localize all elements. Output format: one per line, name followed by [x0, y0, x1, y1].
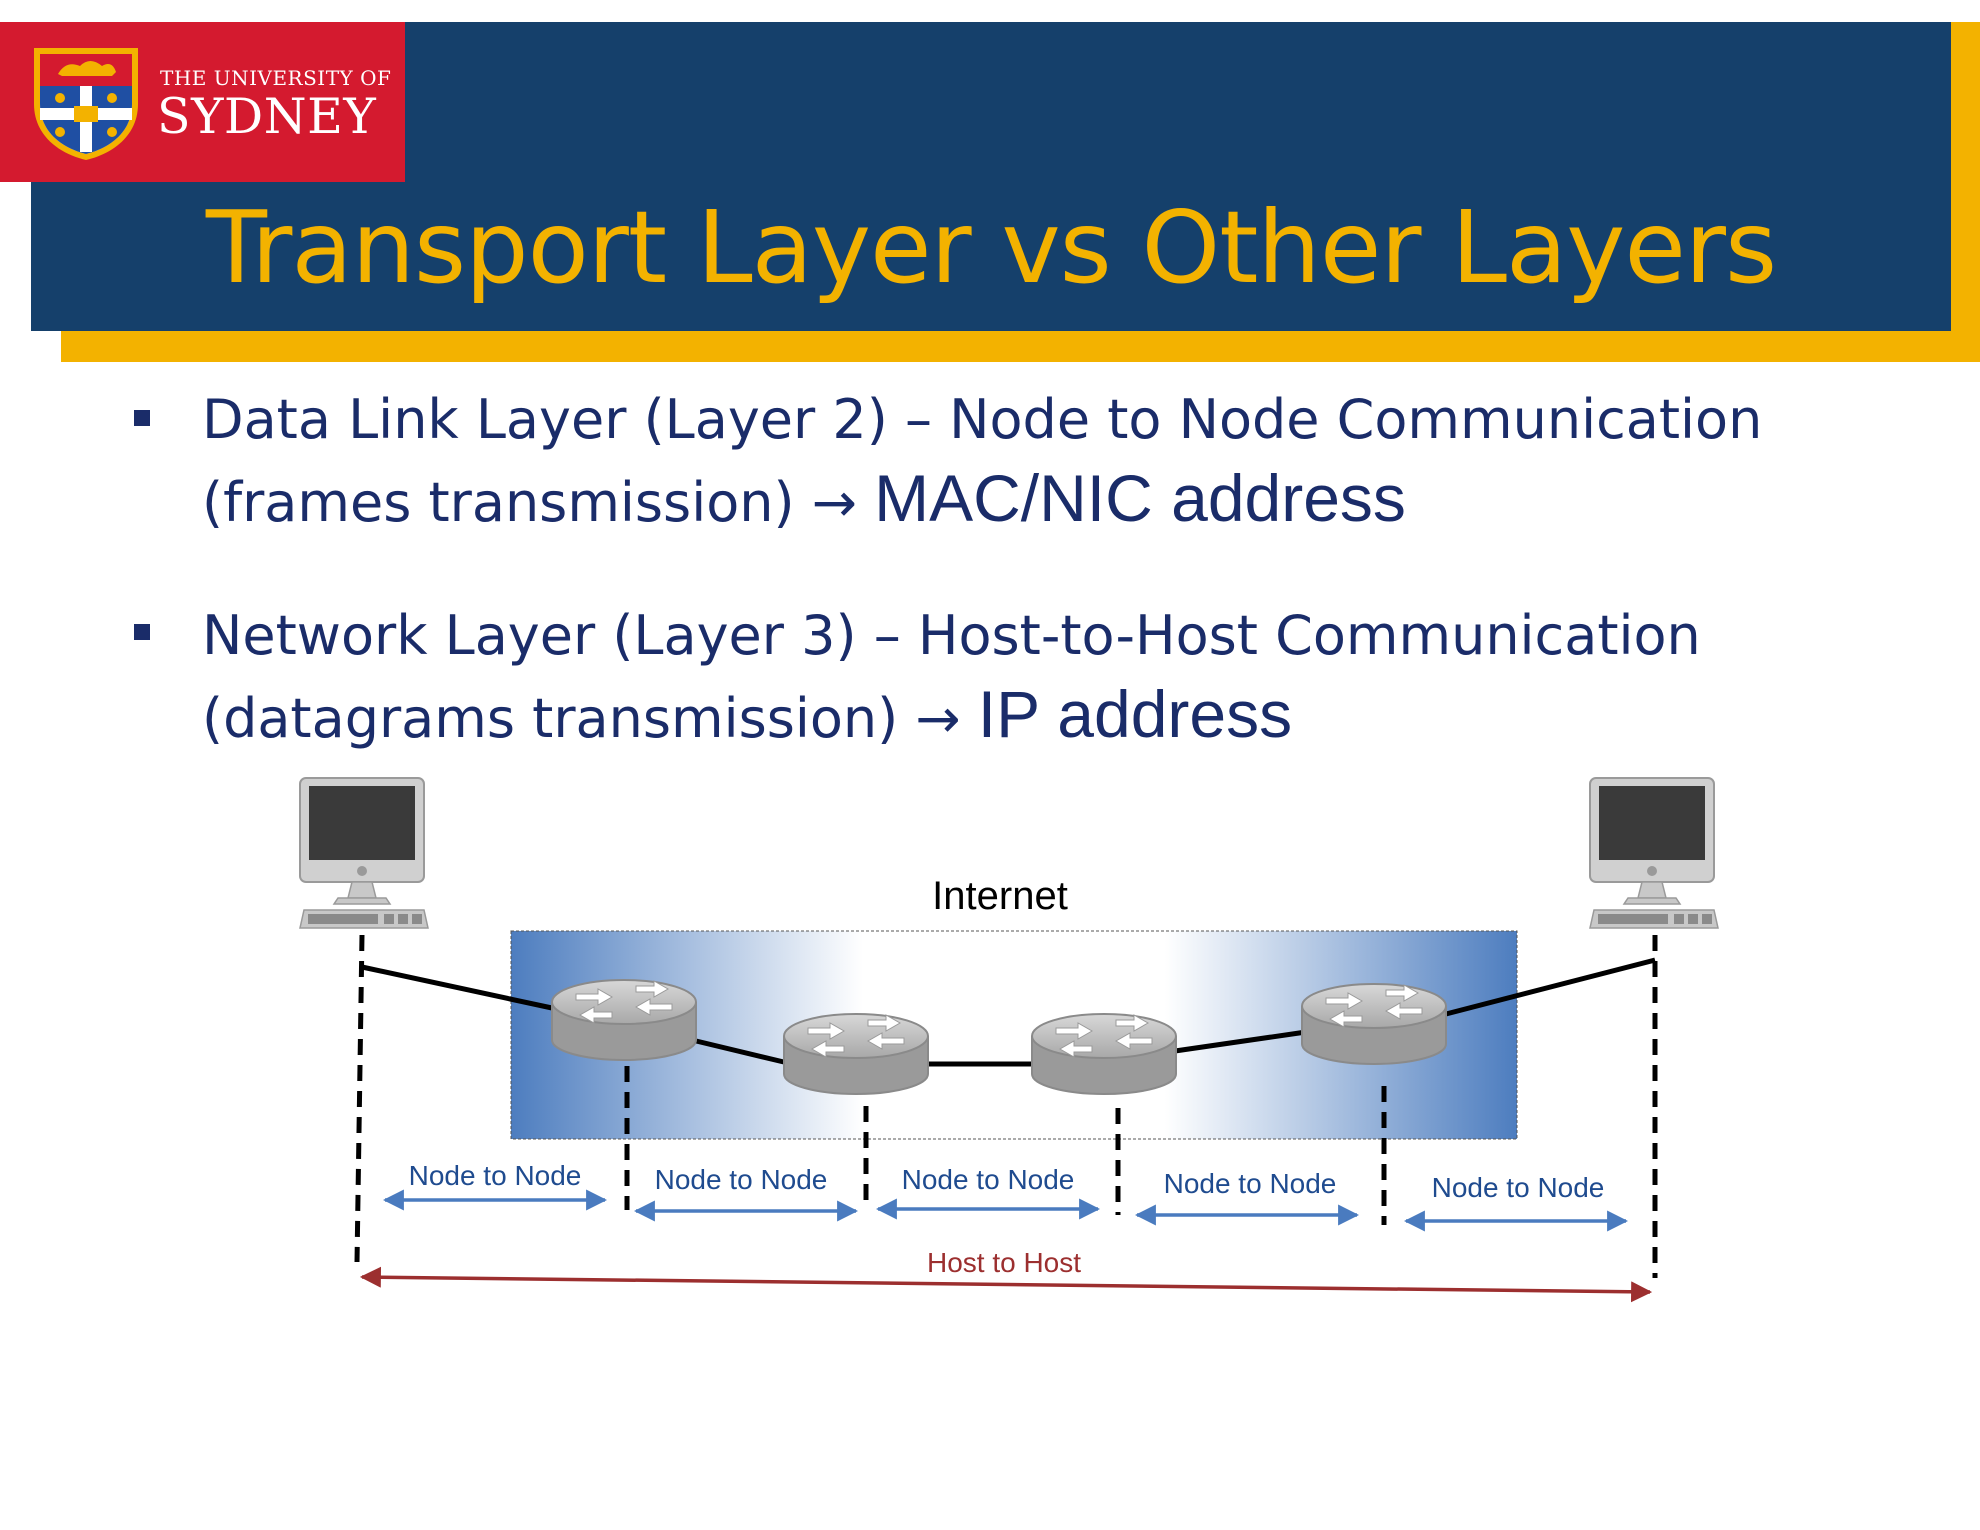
hop-arrows: [385, 1200, 1626, 1221]
logo-text-sydney: SYDNEY: [157, 88, 377, 145]
router-icon: [552, 980, 696, 1060]
hop-label: Node to Node: [901, 1164, 1075, 1195]
host-arrow: [362, 1277, 1650, 1292]
router-icon: [1032, 1014, 1176, 1094]
slide-title: Transport Layer vs Other Layers: [205, 189, 1777, 306]
hop-label: Node to Node: [1431, 1172, 1605, 1203]
computer-icon: [1590, 778, 1718, 928]
router-icon: [784, 1014, 928, 1094]
router-icon: [1302, 984, 1446, 1064]
bullet-emphasis: IP address: [977, 677, 1293, 751]
bullet-text: Data Link Layer (Layer 2) – Node to Node Communication (frames transmission) →: [202, 388, 1763, 534]
hop-label: Node to Node: [654, 1164, 828, 1195]
bullet-text: Network Layer (Layer 3) – Host-to-Host Communication (datagrams transmission) →: [202, 604, 1701, 750]
hop-label: Node to Node: [1163, 1168, 1337, 1199]
hop-label: Node to Node: [408, 1160, 582, 1191]
host-label: Host to Host: [926, 1247, 1082, 1278]
bullet-emphasis: MAC/NIC address: [874, 461, 1406, 535]
computer-icon: [300, 778, 428, 928]
logo-text-university: THE UNIVERSITY OF: [160, 66, 392, 90]
internet-label: Internet: [932, 874, 1068, 918]
